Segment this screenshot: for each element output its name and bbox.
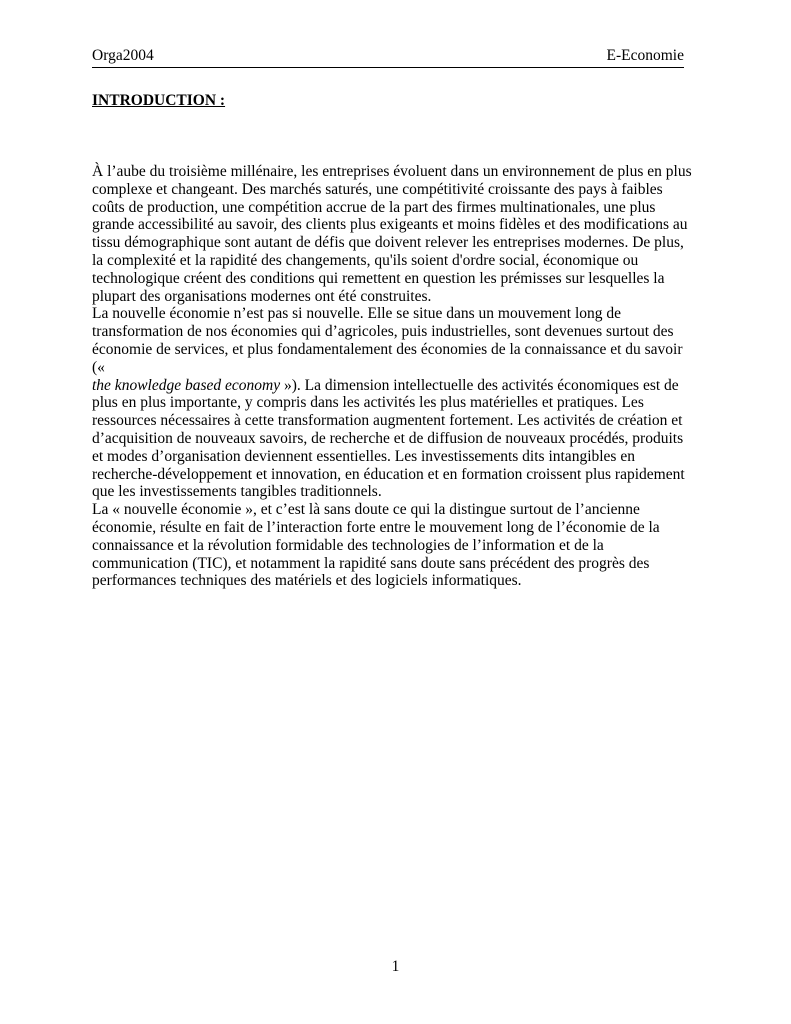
page-header (92, 47, 684, 68)
paragraph-2-end: »). La dimension intellectuelle des activités économiques est de plus en plus importante, y compris dans les activités les plus matérielles et pratiques. Les ressources nécessaires à cette transformation augmentent fortement. Les activités de création et d’acquisition de nouveaux savoirs, de recherche et de diffusion de nouveaux procédés, produits et modes d’organisation deviennent essentielles. Les investissements dits intangibles en recherche-développement et innovation, en éducation et en formation croissent plus rapidement que les investissements tangibles traditionnels. (92, 376, 685, 501)
paragraph-2 (92, 305, 692, 501)
paragraph-3: La « nouvelle économie », et c’est là sans doute ce qui la distingue surtout de l’ancienne économie, résulte en fait de l’interaction forte entre le mouvement long de l’économie de la connaissance et la révolution formidable des technologies de l’information et de la communication (TIC), et notamment la rapidité sans doute sans précédent des progrès des performances techniques des matériels et des logiciels informatiques. (92, 501, 660, 590)
paragraph-2-italic: the knowledge based economy (92, 376, 281, 394)
body-text (92, 163, 692, 590)
page-number: 1 (391, 958, 400, 975)
header-left: Orga2004 (92, 47, 154, 64)
header-right: E-Economie (606, 47, 684, 64)
section-title: INTRODUCTION : (92, 92, 226, 109)
paragraph-2-start: La nouvelle économie n’est pas si nouvelle. Elle se situe dans un mouvement long de transformation de nos économies qui d’agricoles, puis industrielles, sont devenues surtout des économie de services, et plus fondamentalement des économies de la connaissance et du savoir (« (92, 305, 683, 376)
paragraph-1: À l’aube du troisième millénaire, les entreprises évoluent dans un environnement de plus en plus complexe et changeant. Des marchés saturés, une compétitivité croissante des pays à faibles coûts de production, une compétition accrue de la part des firmes multinationales, une plus grande accessibilité au savoir, des clients plus exigeants et moins fidèles et des modifications au tissu démographique sont autant de défis que doivent relever les entreprises modernes. De plus, la complexité et la rapidité des changements, qu'ils soient d'ordre social, économique ou technologique créent des conditions qui remettent en question les prémisses sur lesquelles la plupart des organisations modernes ont été construites. (92, 163, 692, 305)
